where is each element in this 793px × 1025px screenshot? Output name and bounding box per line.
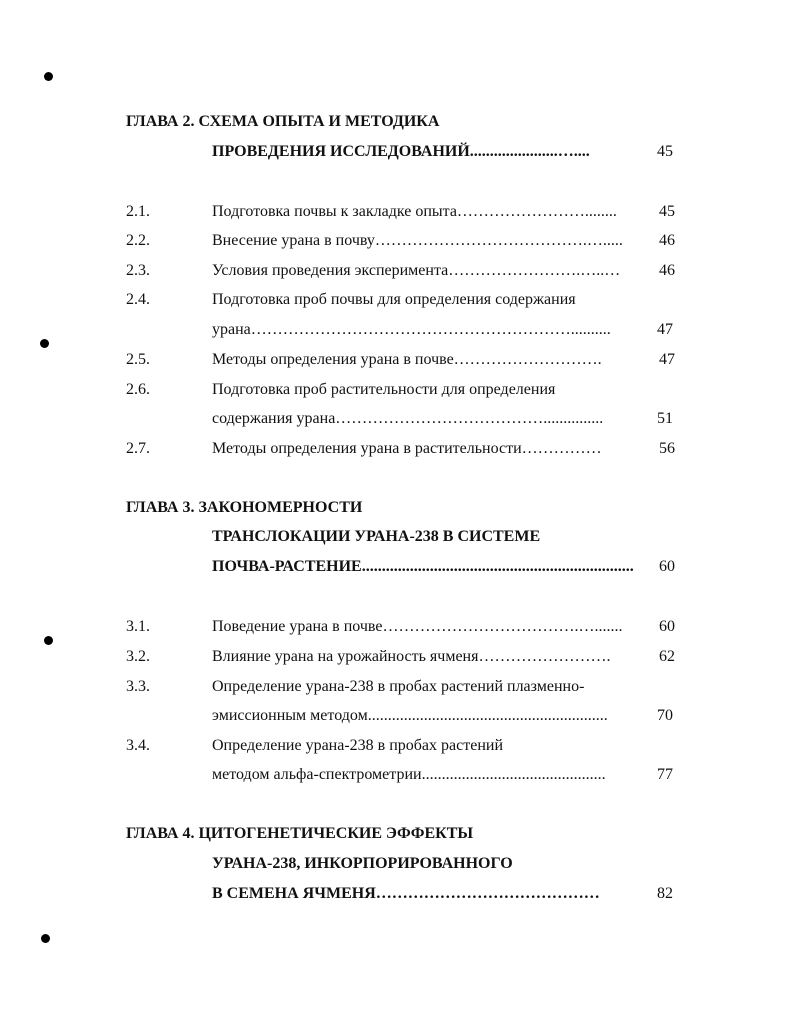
section-number: 2.7. [126,440,150,457]
chapter-4-heading: ГЛАВА 4. ЦИТОГЕНЕТИЧЕСКИЕ ЭФФЕКТЫ [126,825,474,842]
chapter-2-heading: ГЛАВА 2. СХЕМА ОПЫТА И МЕТОДИКА [126,113,440,130]
section-number: 2.3. [126,262,150,279]
section-title: Подготовка проб растительности для определения [212,381,556,398]
chapter-3-page: 60 [659,558,675,575]
binding-hole-mark [41,934,50,943]
chapter-4-heading-cont: В СЕМЕНА ЯЧМЕНЯ…………………………………… [212,885,600,902]
section-number: 3.1. [126,618,150,635]
section-title: Подготовка почвы к закладке опыта……………………........ [212,203,617,220]
section-title: Методы определения урана в почве………………………. [212,351,602,368]
chapter-2-heading-cont: ПРОВЕДЕНИЯ ИССЛЕДОВАНИЙ......................….... [212,143,590,160]
section-title: Подготовка проб почвы для определения содержания [212,291,576,308]
section-number: 3.3. [126,678,150,695]
section-page: 56 [659,440,675,457]
chapter-3-heading-cont: ПОЧВА-РАСТЕНИЕ.................................................................... [212,558,634,575]
section-number: 2.6. [126,381,150,398]
section-number: 2.5. [126,351,150,368]
section-title: Влияние урана на урожайность ячменя……………………. [212,648,611,665]
section-page: 62 [659,648,675,665]
section-number: 3.2. [126,648,150,665]
section-page: 46 [659,262,675,279]
section-page: 77 [657,766,673,783]
section-number: 2.4. [126,291,150,308]
section-page: 51 [657,410,673,427]
chapter-3-heading: ГЛАВА 3. ЗАКОНОМЕРНОСТИ [126,499,363,516]
section-number: 3.4. [126,737,150,754]
section-title-cont: эмиссионным методом............................................................ [212,707,608,724]
section-page: 70 [657,707,673,724]
section-title: Условия проведения эксперимента…………………….…..… [212,262,621,279]
section-number: 2.2. [126,232,150,249]
section-title-cont: содержания урана…………………………………............... [212,410,604,427]
chapter-3-heading-cont: ТРАНСЛОКАЦИИ УРАНА-238 В СИСТЕМЕ [212,528,541,545]
section-page: 46 [659,232,675,249]
section-title-cont: методом альфа-спектрометрии.............................................. [212,766,606,783]
section-page: 47 [659,351,675,368]
section-title: Определение урана-238 в пробах растений [212,737,503,754]
chapter-2-page: 45 [657,143,673,160]
section-title: Внесение урана в почву………………………………….…..... [212,232,623,249]
binding-hole-mark [40,339,49,348]
section-title: Определение урана-238 в пробах растений плазменно- [212,678,585,695]
section-page: 45 [659,203,675,220]
section-title: Методы определения урана в растительности…………… [212,440,602,457]
section-page: 60 [659,618,675,635]
section-number: 2.1. [126,203,150,220]
binding-hole-mark [44,72,53,81]
section-title: Поведение урана в почве……………………………….…....... [212,618,623,635]
binding-hole-mark [44,636,53,645]
chapter-4-page: 82 [657,885,673,902]
section-page: 47 [657,321,673,338]
section-title-cont: урана…………………………………………………….......... [212,321,611,338]
chapter-4-heading-cont: УРАНА-238, ИНКОРПОРИРОВАННОГО [212,855,513,872]
